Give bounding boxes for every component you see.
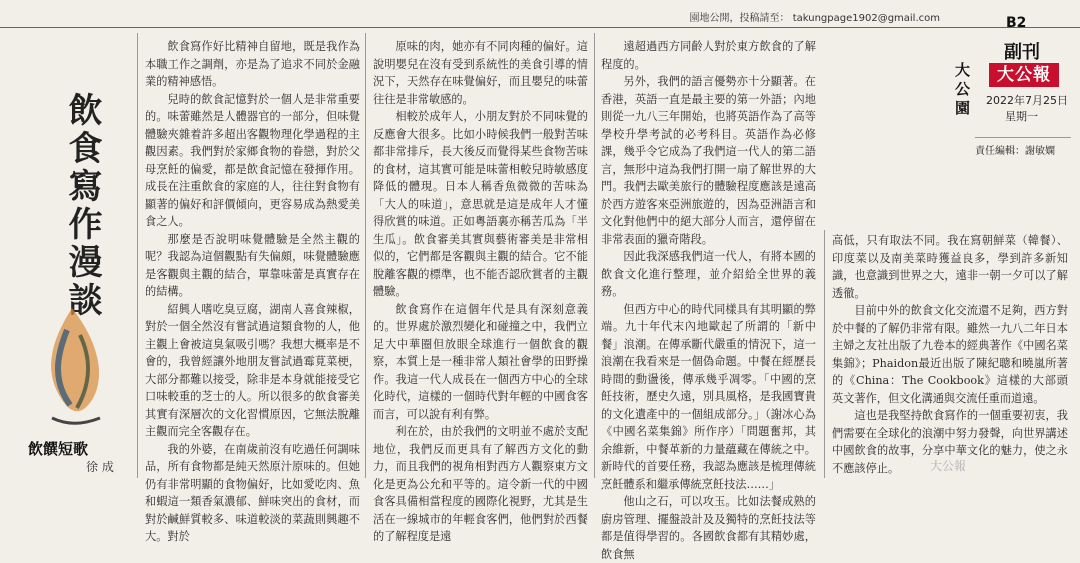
paragraph: 原味的肉，她亦有不同肉種的偏好。這說明嬰兒在沒有受到系統性的美食引導的情況下，天然存在味覺偏好，而且嬰兒的味蕾往往是非常敏感的。 [373,40,588,106]
section-name: 副刊 [1004,42,1040,63]
paragraph: 但西方中心的時代同樣具有其明顯的弊端。九十年代末內地歐起了所謂的「新中餐」浪潮。在傳承斷代嚴重的情況下，這一浪潮在我看來是一個偽命題。中餐在經歷長時間的動盪後，傳承幾乎凋零。「中國的烹飪技術，歷史久遠，別具風格，是我國寶貴的文化遺產中的一個組成部分。」（謝冰心為《中國名菜集錦》所作序）「問題奮邦，其余維新，中餐革新的力量蘊藏在傳統之中。新時代的首要任務，我認為應該是梳理傳統烹飪體系和繼承傳統烹飪技法……」 [601,302,816,491]
author-name: 徐 成 [86,460,114,474]
column-name: 飲饌短歌 [28,440,89,458]
contact-line: 園地公開，投稿請至： takungpage1902@gmail.com [689,13,940,24]
paragraph: 因此我深感我們這一代人，有將本國的飲食文化進行整理，並介紹給全世界的義務。 [601,250,816,298]
article-column-4 [832,232,1068,478]
ink-illustration-icon [22,300,122,440]
paragraph: 目前中外的飲食文化交流還不足夠，西方對於中餐的了解仍非常有限。雖然一九八二年日本主婦之友社出版了九卷本的經典著作《中國名菜集錦》；Phaidon最近出版了陳紀聰和曉嵐所著的《China：The Cookbook》這樣的大部頭英文著作，但文化溝通與交流任重而道遠。 [832,304,1068,405]
paragraph: 另外，我們的語言優勢亦十分顯著。在香港，英語一直是最主要的第一外語；內地則從一九八三年開始，也將英語作為了高等學校升學考試的必考科目。英語作為必修課，幾乎令它成為了我們這一代人的第二語言，無形中這為我們打開一扇了解世界的大門。我們去歐美旅行的體驗程度應該是遠高於西方遊客來亞洲旅遊的，因為亞洲語言和文化對他們中的絕大部分人而言，還停留在非常表面的獵奇階段。 [601,75,816,246]
header-rule [0,27,1080,28]
paragraph: 這也是我堅持飲食寫作的一個重要初衷，我們需要在全球化的浪潮中努力發聲，向世界講述中國飲食的故事，分享中華文化的魅力，使之永不應該停止。 [832,409,1068,475]
column-divider [137,33,138,478]
column-divider [365,33,366,478]
article-column-3 [601,38,816,561]
paragraph: 相較於成年人，小朋友對於不同味覺的反應會大很多。比如小時候我們一般對苦味都非常排斥，長大後反而覺得某些食物苦味的食材，這其實可能是味蕾相較兒時敏感度降低的體現。日本人稱香魚微微的苦味為「大人的味道」，意思就是這是成年人才懂得欣賞的味道。正如粵語裏亦稱苦瓜為「半生瓜」。飲食審美其實與藝術審美是非常相似的，它們都是客觀與主觀的結合。它不能脫離客觀的標準，也不能否認欣賞者的主觀體驗。 [373,110,588,298]
watermark: 大公報 [930,459,967,473]
issue-date: 2022年7月25日 [986,94,1068,107]
paragraph: 那麼是否說明味覺體驗是全然主觀的呢？我認為這個觀點有失偏頗，味覺體驗應是客觀與主觀的結合，單靠味蕾是真實存在的結構。 [145,232,360,298]
article-column-1 [145,38,360,543]
header-bar [0,0,1080,30]
paragraph: 他山之石，可以攻玉。比如法餐成熟的廚房管理、擺盤設計及及獨特的烹飪技法等都是值得學習的。各國飲食都有其精妙處，飲食無 [601,495,816,561]
editor-credit: 責任編輯：謝敏嫻 [975,137,1071,157]
paragraph: 紹興人嗜吃臭豆腐，湖南人喜食辣椒，對於一個全然沒有嘗試過這類食物的人，他主觀上會被這臭氣吸引嗎？我想大概率是不會的，我曾經讓外地朋友嘗試過霉莧菜梗，大部分都難以接受，除非是本身就能接受它口味較重的芝士的人。所以很多的飲食審美其實有深層次的文化習慣原因，它無法脫離主觀而完全客觀存在。 [145,302,360,438]
paragraph: 利在於，由於我們的文明並不處於支配地位，我們反而更具有了解西方文化的動力，而且我們的視角相對西方人觀察東方文化是更為公允和平等的。這令新一代的中國食客具備相當程度的國際化視野，尤其是生活在一線城市的年輕食客們，他們對於西餐的了解程度是遠 [373,425,588,543]
paragraph: 高低，只有取法不同。我在寫朝鮮菜（韓餐）、印度菜以及南美菜時獲益良多，學到許多新知識，也意識到世界之大，遠非一朝一夕可以了解透徹。 [832,234,1068,300]
column-divider [594,33,595,478]
column-divider [824,230,825,478]
title-block [58,92,102,320]
paragraph: 遠超過西方同齡人對於東方飲食的了解程度的。 [601,40,816,71]
newspaper-logo: 大公報 [989,63,1059,87]
paragraph: 飲食寫作在這個年代是具有深刻意義的。世界處於激烈變化和碰撞之中，我們立足大中華圈但放眼全球進行一個飲食的觀察，本質上是一種非常人類社會學的田野操作。我這一代人成長在一個西方中心的全球化時代，這樣的一個時代對年輕的中國食客而言，可以說有利有弊。 [373,302,588,421]
paragraph: 飲食寫作好比精神自留地，既是我作為本職工作之調劑，亦是為了追求不同於金融業的精神感悟。 [145,40,360,88]
article-title: 飲食寫作漫談 [62,92,102,320]
paragraph: 我的外婆，在南歲前沒有吃過任何調味品，所有食物都是純天然原汁原味的。但她仍有非常明顯的食物偏好，比如愛吃肉、魚和蝦這一類香氣濃郁、鮮味突出的食材，而對於鹹鮮質較多、味道較淡的菜蔬則興趣不大。對於 [145,442,360,543]
supplement-name: 大公園 [953,62,971,119]
issue-weekday: 星期一 [1005,110,1038,123]
article-column-2 [373,38,588,543]
paragraph: 兒時的飲食記憶對於一個人是非常重要的。味蕾雖然是人體器官的一部分，但味覺體驗夾雜着許多超出客觀物理化學過程的主觀因素。我們對於家鄉食物的眷戀，對於父母烹飪的偏愛，都是飲食記憶在發揮作用。成長在注重飲食的家庭的人，往往對食物有顯著的偏好和評價傾向，更容易成為熱愛美食之人。 [145,92,360,228]
page-number: B2 [1006,15,1027,31]
